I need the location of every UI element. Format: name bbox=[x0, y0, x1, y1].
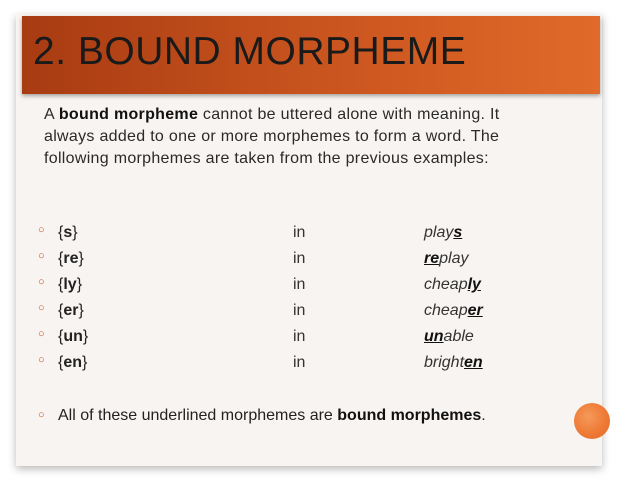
preposition: in bbox=[293, 354, 306, 371]
morpheme-row bbox=[38, 273, 538, 299]
example-word bbox=[424, 221, 462, 245]
footer-term: bound morphemes bbox=[337, 407, 482, 424]
example-word bbox=[424, 273, 481, 297]
morpheme bbox=[58, 221, 78, 245]
morpheme-list bbox=[38, 221, 538, 377]
brace-close: } bbox=[78, 250, 84, 267]
example-before: play bbox=[424, 224, 454, 241]
morpheme-row bbox=[38, 247, 538, 273]
brace-close: } bbox=[76, 276, 83, 293]
intro-lead: A bbox=[44, 106, 59, 123]
example-bound-part: en bbox=[464, 354, 483, 371]
footer-lead: All of these underlined morphemes are bbox=[58, 407, 338, 424]
example-before: bright bbox=[424, 354, 465, 371]
brace-close: } bbox=[82, 328, 89, 345]
morpheme bbox=[58, 325, 88, 349]
example-bound-part: s bbox=[453, 224, 463, 241]
example-word bbox=[424, 351, 483, 375]
example-word bbox=[424, 247, 468, 271]
brace-open: { bbox=[58, 224, 64, 241]
preposition: in bbox=[293, 276, 306, 293]
bullet-icon: ○ bbox=[38, 276, 45, 288]
preposition: in bbox=[293, 224, 306, 241]
bullet-icon: ○ bbox=[38, 354, 45, 366]
morpheme bbox=[58, 273, 82, 297]
morpheme-value: un bbox=[63, 328, 83, 345]
example-bound-part: er bbox=[467, 302, 483, 319]
morpheme bbox=[58, 351, 87, 375]
bullet-icon: ○ bbox=[38, 250, 45, 262]
example-before: cheap bbox=[424, 276, 468, 293]
footer-bullet bbox=[38, 405, 488, 427]
morpheme-row bbox=[38, 221, 538, 247]
morpheme-row bbox=[38, 299, 538, 325]
brace-open: { bbox=[58, 354, 64, 371]
bullet-icon: ○ bbox=[38, 224, 45, 236]
bullet-icon: ○ bbox=[38, 409, 45, 421]
example-before: cheap bbox=[424, 302, 468, 319]
morpheme-value: en bbox=[63, 354, 83, 371]
example-bound-part: ly bbox=[467, 276, 481, 293]
brace-close: } bbox=[78, 302, 84, 319]
morpheme-value: ly bbox=[63, 276, 77, 293]
brace-close: } bbox=[72, 224, 78, 241]
morpheme-value: re bbox=[63, 250, 79, 267]
morpheme-row bbox=[38, 351, 538, 377]
brace-open: { bbox=[58, 328, 64, 345]
intro-term: bound morpheme bbox=[58, 106, 199, 123]
morpheme-value: er bbox=[63, 302, 79, 319]
brace-close: } bbox=[82, 354, 88, 371]
footer-end: . bbox=[481, 407, 486, 424]
morpheme bbox=[58, 247, 84, 271]
brace-open: { bbox=[58, 276, 64, 293]
example-bound-part: un bbox=[424, 328, 444, 345]
example-bound-part: re bbox=[424, 250, 440, 267]
example-after: able bbox=[443, 328, 474, 345]
morpheme-row bbox=[38, 325, 538, 351]
brace-open: { bbox=[58, 302, 64, 319]
footer-text bbox=[58, 405, 488, 427]
bullet-icon: ○ bbox=[38, 302, 45, 314]
brace-open: { bbox=[58, 250, 64, 267]
example-word bbox=[424, 299, 483, 323]
intro-rest: cannot be uttered alone with meaning. It always added to one or more morphemes to form a word. The following morphemes are taken from the previous examples: bbox=[44, 106, 500, 167]
slide-title: 2. BOUND MORPHEME bbox=[33, 30, 467, 73]
preposition: in bbox=[293, 302, 306, 319]
example-after: play bbox=[439, 250, 469, 267]
intro-paragraph bbox=[44, 104, 544, 170]
morpheme bbox=[58, 299, 84, 323]
preposition: in bbox=[293, 328, 306, 345]
example-word bbox=[424, 325, 474, 349]
bullet-icon: ○ bbox=[38, 328, 45, 340]
accent-dot-icon bbox=[574, 403, 610, 439]
morpheme-value: s bbox=[63, 224, 73, 241]
preposition: in bbox=[293, 250, 306, 267]
